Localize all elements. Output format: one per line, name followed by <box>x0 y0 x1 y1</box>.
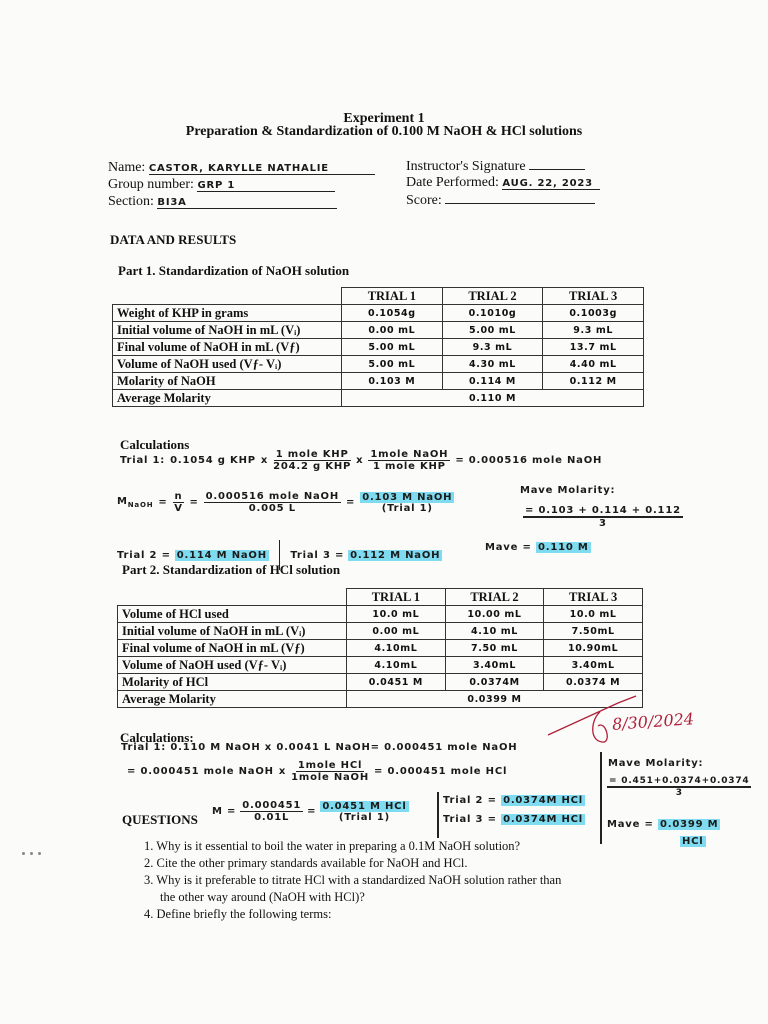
part1-heading: Part 1. Standardization of NaOH solution <box>118 263 350 278</box>
calc2-molarity: M = $\frac{0.000451}{0.01L}$ = 0.0451 M HCl (Trial 1) <box>212 800 407 823</box>
cell: 4.40 mL <box>543 356 644 373</box>
column-header: TRIAL 3 <box>543 288 644 305</box>
highlighted-result: 0.110 M <box>537 542 589 553</box>
column-header: TRIAL 2 <box>442 288 543 305</box>
fraction: $\frac{\text{1mole HCl}}{\text{1mole NaOH}}$ <box>291 760 370 783</box>
calc2-line1: Trial 1: 0.110 M NaOH x 0.0041 L NaOH= 0.000451 mole NaOH <box>121 742 518 753</box>
list-item: 2. Cite the other primary standards available for NaOH and HCl. <box>144 856 468 870</box>
cell: 4.10 mL <box>445 623 544 640</box>
column-header: TRIAL 1 <box>347 589 446 606</box>
group-label: Group number: <box>108 177 194 192</box>
row-label: Volume of HCl used <box>118 606 347 623</box>
cell: 7.50 mL <box>445 640 544 657</box>
questions-list <box>144 838 561 923</box>
experiment-title: Preparation & Standardization of 0.100 M NaOH & HCl solutions <box>185 124 583 139</box>
mave2-result: Mave = 0.0399 M <box>607 819 719 830</box>
cell: 3.40mL <box>544 657 643 674</box>
row-label: Final volume of NaOH in mL (Vƒ) <box>118 640 347 657</box>
mave1-result: Mave = 0.110 M <box>485 542 589 553</box>
highlighted-result: 0.112 M NaOH <box>350 549 441 561</box>
highlighted-result: 0.0374M HCl <box>503 795 584 806</box>
mave1-title: Mave Molarity: <box>520 485 616 496</box>
mave2-fraction: $\frac{= 0.451+0.0374+0.0374}{3}$ <box>609 776 750 798</box>
date-value: AUG. 22, 2023 <box>502 178 600 190</box>
list-item: 3. Why is it preferable to titrate HCl with a standardized NaOH solution rather than <box>144 873 562 887</box>
mave1-fraction: $\frac{= 0.103 + 0.114 + 0.112}{3}$ <box>525 505 681 529</box>
name-label: Name: <box>108 160 146 175</box>
highlighted-result: HCl <box>682 836 704 847</box>
cell: 0.0451 M <box>347 674 446 691</box>
row-label: Volume of NaOH used (Vƒ- Vᵢ) <box>113 356 342 373</box>
cell: 10.00 mL <box>445 606 544 623</box>
cell: 5.00 mL <box>342 356 443 373</box>
column-header: TRIAL 2 <box>445 589 544 606</box>
data-results-heading: DATA AND RESULTS <box>110 232 237 247</box>
scan-dot <box>38 852 41 855</box>
experiment-number: Experiment 1 <box>343 111 425 126</box>
cell: 9.3 mL <box>442 339 543 356</box>
highlighted-result: 0.0399 M <box>659 819 719 830</box>
average-cell: 0.110 M <box>342 390 644 407</box>
cell: 0.114 M <box>442 373 543 390</box>
row-label: Initial volume of NaOH in mL (Vᵢ) <box>118 623 347 640</box>
instructor-label: Instructor's Signature <box>406 159 526 174</box>
fraction: $\frac{n}{V}$ <box>174 491 183 514</box>
scan-dot <box>30 852 33 855</box>
name-value: CASTOR, KARYLLE NATHALIE <box>149 163 375 175</box>
cell: 0.1010g <box>442 305 543 322</box>
calc1-line3: Trial 2 = 0.114 M NaOH Trial 3 = 0.112 M NaOH <box>117 540 442 570</box>
row-label: Average Molarity <box>118 691 347 708</box>
row-label: Weight of KHP in grams <box>113 305 342 322</box>
highlighted-result: 0.103 M NaOH <box>362 491 453 503</box>
row-label: Molarity of HCl <box>118 674 347 691</box>
section-label: Section: <box>108 194 154 209</box>
cell: 4.10mL <box>347 640 446 657</box>
score-label: Score: <box>406 193 442 208</box>
list-item: 1. Why is it essential to boil the water in preparing a 0.1M NaOH solution? <box>144 839 521 853</box>
cell: 5.00 mL <box>342 339 443 356</box>
cell: 0.00 mL <box>347 623 446 640</box>
fraction: $\frac{\text{0.000516 mole NaOH}}{0.005 L}$ <box>205 491 340 514</box>
column-header: TRIAL 3 <box>544 589 643 606</box>
calc1-line1: Trial 1: 0.1054 g KHP x $\frac{\text{1 mole KHP}}{\text{204.2 g KHP}}$ x $\frac{\text{1mole NaOH}}{\text{1 mole KHP}}$ = 0.000516 mole NaOH <box>120 449 603 472</box>
cell: 0.112 M <box>543 373 644 390</box>
highlighted-result: 0.0451 M HCl <box>322 800 407 812</box>
cell: 0.00 mL <box>342 322 443 339</box>
cell: 10.0 mL <box>347 606 446 623</box>
calc1-line2: $M_{NaOH}$ = $\frac{n}{V}$ = $\frac{\text{0.000516 mole NaOH}}{0.005 L}$ = 0.103 M NaOH (Trial 1) <box>117 491 453 514</box>
calc2-trial2: Trial 2 = 0.0374M HCl <box>443 795 584 806</box>
cell: 10.90mL <box>544 640 643 657</box>
fraction: $\frac{0.000451}{0.01L}$ <box>242 800 302 823</box>
cell: 0.0374 M <box>544 674 643 691</box>
date-label: Date Performed: <box>406 175 499 190</box>
calc1-heading: Calculations <box>120 437 190 452</box>
cell: 5.00 mL <box>442 322 543 339</box>
row-label: Molarity of NaOH <box>113 373 342 390</box>
mave2-title: Mave Molarity: <box>608 758 704 769</box>
questions-heading: QUESTIONS <box>122 812 198 827</box>
row-label: Average Molarity <box>113 390 342 407</box>
cell: 0.0374M <box>445 674 544 691</box>
cell: 7.50mL <box>544 623 643 640</box>
cell: 9.3 mL <box>543 322 644 339</box>
row-label: Final volume of NaOH in mL (Vƒ) <box>113 339 342 356</box>
section-value: BI3A <box>157 197 337 209</box>
signature-mark <box>593 712 608 742</box>
group-value: GRP 1 <box>197 180 335 192</box>
cell: 0.1054g <box>342 305 443 322</box>
cell: 0.1003g <box>543 305 644 322</box>
highlighted-result: 0.0374M HCl <box>503 814 584 825</box>
highlighted-result: 0.114 M NaOH <box>176 549 267 561</box>
cell: 4.10mL <box>347 657 446 674</box>
scan-dot <box>22 852 25 855</box>
column-header: TRIAL 1 <box>342 288 443 305</box>
signature-date: 8/30/2024 <box>611 709 695 734</box>
part2-heading: Part 2. Standardization of HCl solution <box>122 562 341 577</box>
cell: 3.40mL <box>445 657 544 674</box>
row-label: Volume of NaOH used (Vƒ- Vᵢ) <box>118 657 347 674</box>
list-item: 4. Define briefly the following terms: <box>144 907 332 921</box>
average-cell: 0.0399 M <box>347 691 643 708</box>
calc2-line2: = 0.000451 mole NaOH x $\frac{\text{1mole HCl}}{\text{1mole NaOH}}$ = 0.000451 mole HCl <box>127 760 508 783</box>
fraction: $\frac{\text{1mole NaOH}}{\text{1 mole KHP}}$ <box>370 449 449 472</box>
list-item: the other way around (NaOH with HCl)? <box>160 890 365 904</box>
cell: 13.7 mL <box>543 339 644 356</box>
cell: 4.30 mL <box>442 356 543 373</box>
calc2-trial3: Trial 3 = 0.0374M HCl <box>443 814 584 825</box>
row-label: Initial volume of NaOH in mL (Vᵢ) <box>113 322 342 339</box>
cell: 10.0 mL <box>544 606 643 623</box>
cell: 0.103 M <box>342 373 443 390</box>
calc2-heading: Calculations: <box>120 730 194 745</box>
fraction: $\frac{\text{1 mole KHP}}{\text{204.2 g KHP}}$ <box>273 449 352 472</box>
